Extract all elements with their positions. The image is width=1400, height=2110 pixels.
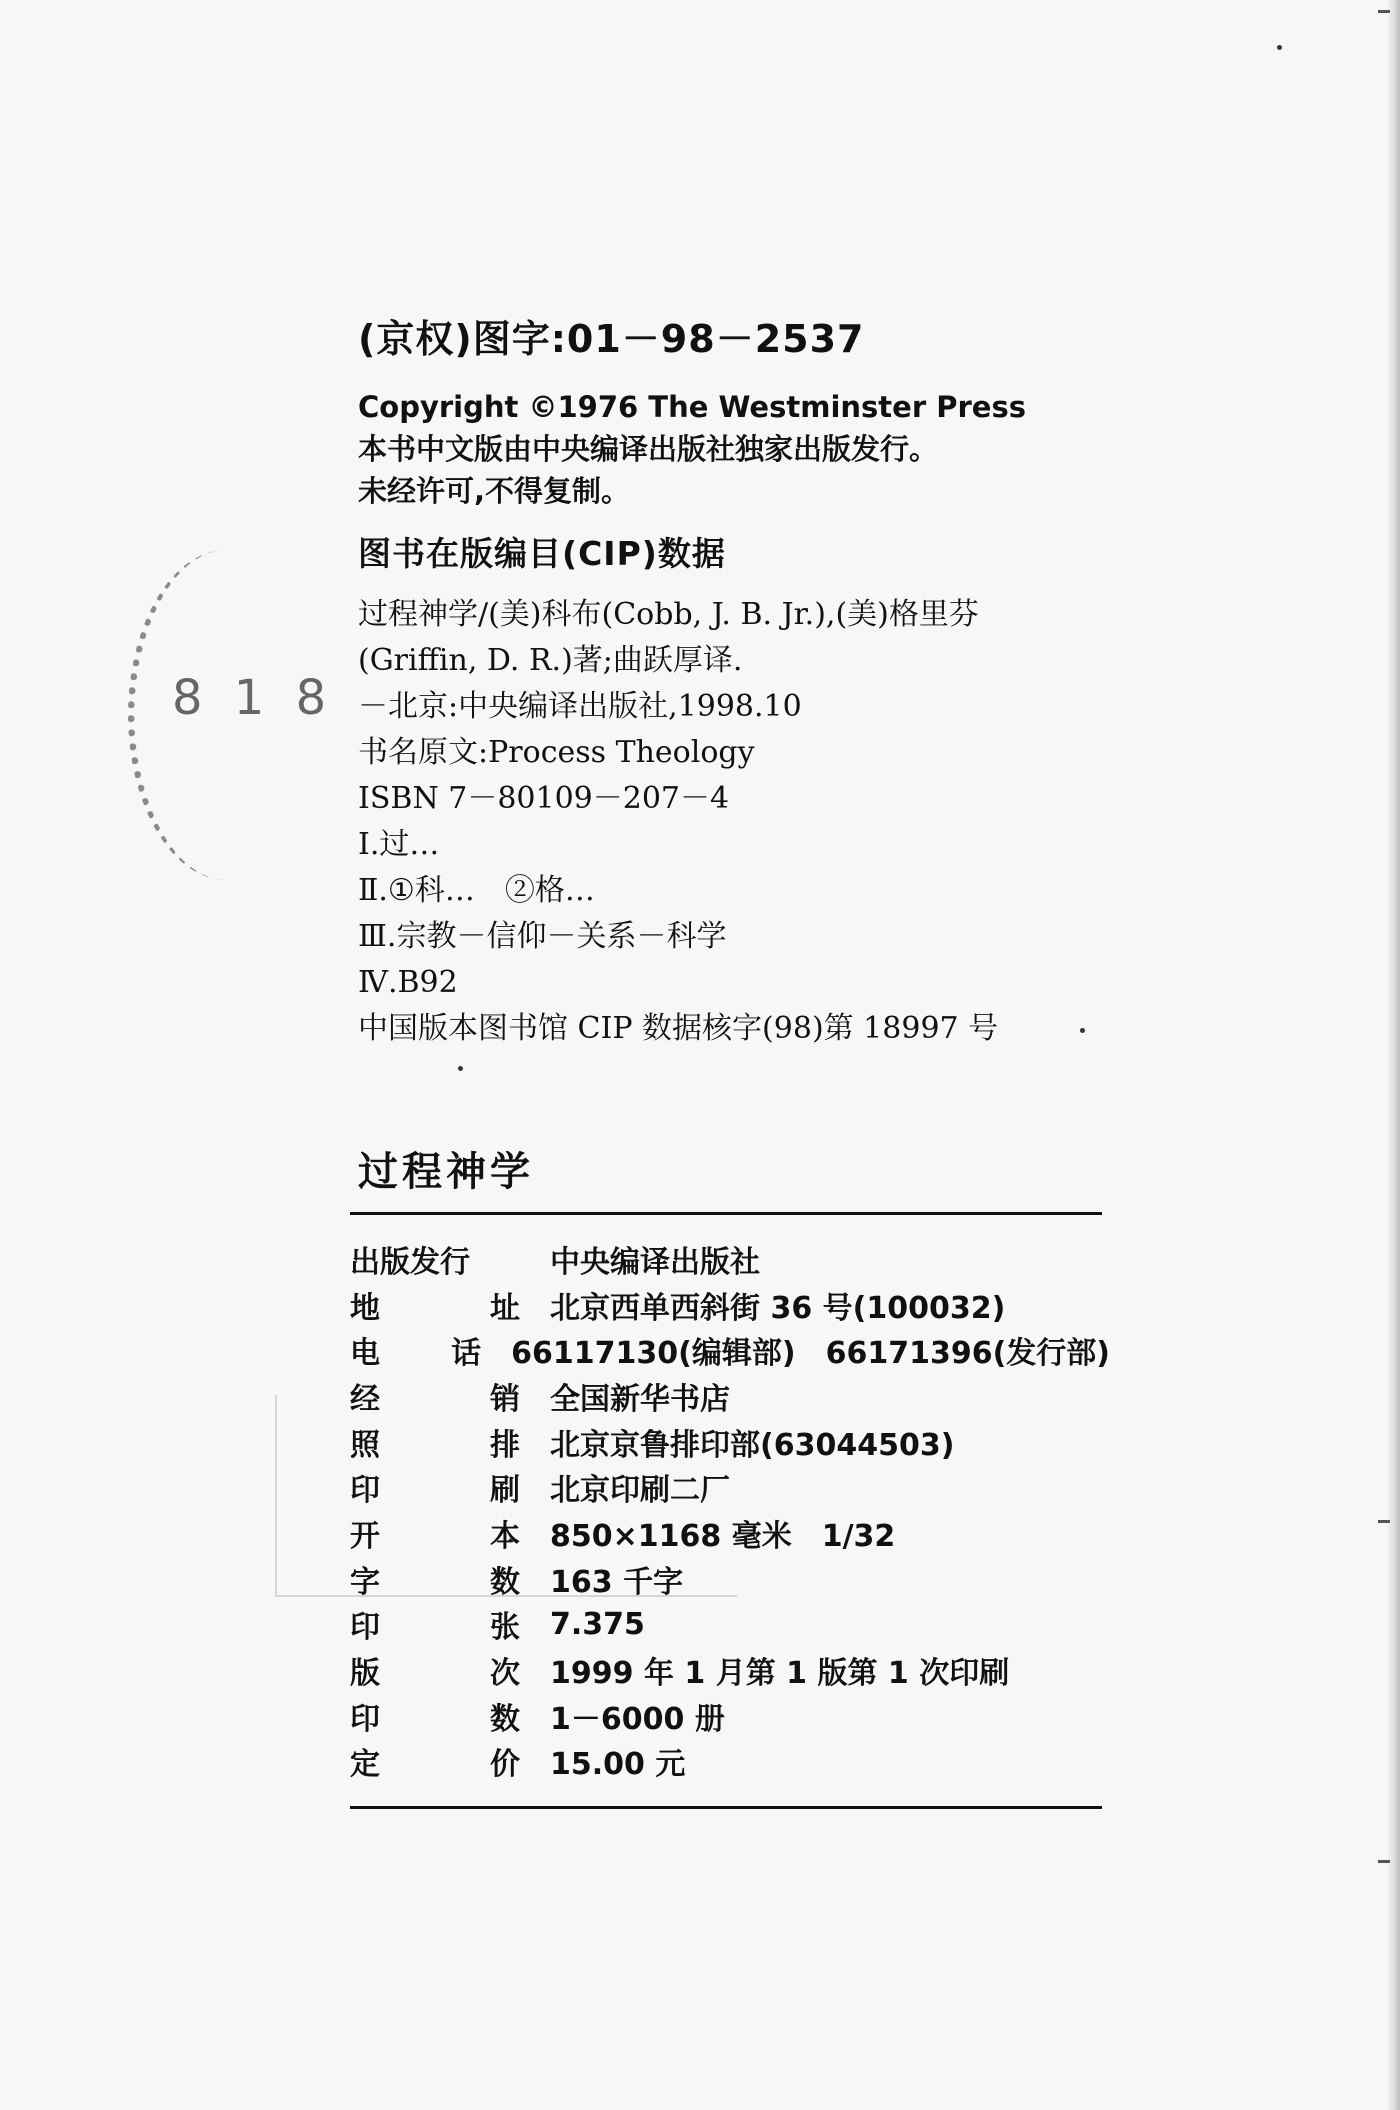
info-label-part: 数 (490, 1564, 520, 1600)
copyright-notice (358, 386, 1026, 512)
info-label-part: 印 (350, 1610, 380, 1646)
edge-mark (1378, 1520, 1390, 1523)
cip-line: Ⅳ.B92 (358, 965, 458, 1000)
info-label-part: 数 (490, 1701, 520, 1737)
info-value: 全国新华书店 (550, 1381, 730, 1417)
copyright-line: 未经许可,不得复制。 (358, 474, 631, 508)
info-label-part: 出版发行 (350, 1244, 470, 1280)
speck (458, 1066, 463, 1071)
publication-info-row (350, 1647, 1110, 1693)
info-label-part: 次 (490, 1656, 520, 1692)
info-label-part: 定 (350, 1747, 380, 1783)
speck (1080, 1028, 1085, 1033)
publication-info-row (350, 1282, 1110, 1328)
cip-line: Ⅲ.宗教－信仰－关系－科学 (358, 919, 727, 954)
info-value: 850×1168 毫米 1/32 (550, 1518, 896, 1554)
info-label (350, 1328, 481, 1372)
info-label-part: 经 (350, 1381, 380, 1417)
cip-line: 书名原文:Process Theology (358, 735, 755, 770)
info-label-part: 电 (350, 1336, 380, 1372)
cip-heading: 图书在版编目(CIP)数据 (358, 534, 726, 573)
edge-mark (1378, 1860, 1390, 1863)
publication-info-row (350, 1510, 1110, 1556)
publication-info-row (350, 1739, 1110, 1785)
info-label-part: 印 (350, 1473, 380, 1509)
info-value: 15.00 元 (550, 1747, 686, 1783)
info-label-part: 销 (490, 1381, 520, 1417)
info-value: 163 千字 (550, 1564, 684, 1600)
info-label-part: 话 (451, 1336, 482, 1372)
info-label-part: 价 (490, 1747, 520, 1783)
publication-info-row (350, 1236, 1110, 1282)
publication-info-row (350, 1556, 1110, 1602)
publication-info-row (350, 1419, 1110, 1465)
info-label (350, 1374, 520, 1418)
info-label-part: 开 (350, 1518, 380, 1554)
info-label (350, 1237, 520, 1281)
cip-line: Ⅰ.过… (358, 827, 440, 862)
info-label (350, 1648, 520, 1692)
cip-line: ISBN 7－80109－207－4 (358, 781, 730, 816)
copyright-permit-number: (京权)图字:01－98－2537 (358, 317, 865, 361)
cip-line: 过程神学/(美)科布(Cobb, J. B. Jr.),(美)格里芬 (358, 597, 979, 632)
info-label (350, 1602, 520, 1646)
info-label (350, 1511, 520, 1555)
info-value: 中央编译出版社 (550, 1244, 760, 1280)
info-value: 1－6000 册 (550, 1701, 725, 1737)
publication-info (350, 1236, 1110, 1784)
info-label-part: 张 (490, 1610, 520, 1646)
info-label (350, 1557, 520, 1601)
publication-info-row (350, 1602, 1110, 1648)
page-edge-shadow (1386, 0, 1400, 2110)
info-value: 北京印刷二厂 (550, 1473, 730, 1509)
info-value: 7.375 (550, 1606, 645, 1642)
info-label-part: 字 (350, 1564, 380, 1600)
copyright-line: 本书中文版由中央编译出版社独家出版发行。 (358, 432, 939, 466)
info-label-part: 址 (490, 1290, 520, 1326)
speck (1277, 45, 1282, 50)
cip-line: －北京:中央编译出版社,1998.10 (358, 689, 802, 724)
copyright-line: Copyright ©1976 The Westminster Press (358, 390, 1026, 424)
info-value: 北京西单西斜街 36 号(100032) (550, 1290, 1006, 1326)
info-value: 66117130(编辑部) 66171396(发行部) (511, 1336, 1110, 1372)
publication-info-row (350, 1373, 1110, 1419)
info-label (350, 1694, 520, 1738)
info-label-part: 印 (350, 1701, 380, 1737)
cip-line: (Griffin, D. R.)著;曲跃厚译. (358, 643, 743, 678)
info-value: 1999 年 1 月第 1 版第 1 次印刷 (550, 1656, 1010, 1692)
info-label (350, 1420, 520, 1464)
info-label-part: 版 (350, 1656, 380, 1692)
publication-info-row (350, 1693, 1110, 1739)
info-label-part: 排 (490, 1427, 520, 1463)
library-stamp-mark: 8 1 8 (172, 670, 335, 726)
bottom-rule (350, 1806, 1102, 1809)
cip-line: Ⅱ.①科… ②格… (358, 873, 595, 908)
info-label (350, 1739, 520, 1783)
top-rule (350, 1212, 1102, 1215)
info-label-part: 本 (490, 1518, 520, 1554)
publication-info-row (350, 1327, 1110, 1373)
info-label-part: 照 (350, 1427, 380, 1463)
info-label (350, 1283, 520, 1327)
edge-mark (1378, 10, 1390, 13)
info-label (350, 1465, 520, 1509)
cip-data (358, 592, 998, 1052)
book-title: 过程神学 (358, 1149, 534, 1195)
info-value: 北京京鲁排印部(63044503) (550, 1427, 955, 1463)
cip-line: 中国版本图书馆 CIP 数据核字(98)第 18997 号 (358, 1011, 999, 1046)
info-label-part: 地 (350, 1290, 380, 1326)
info-label-part: 刷 (490, 1473, 520, 1509)
publication-info-row (350, 1464, 1110, 1510)
